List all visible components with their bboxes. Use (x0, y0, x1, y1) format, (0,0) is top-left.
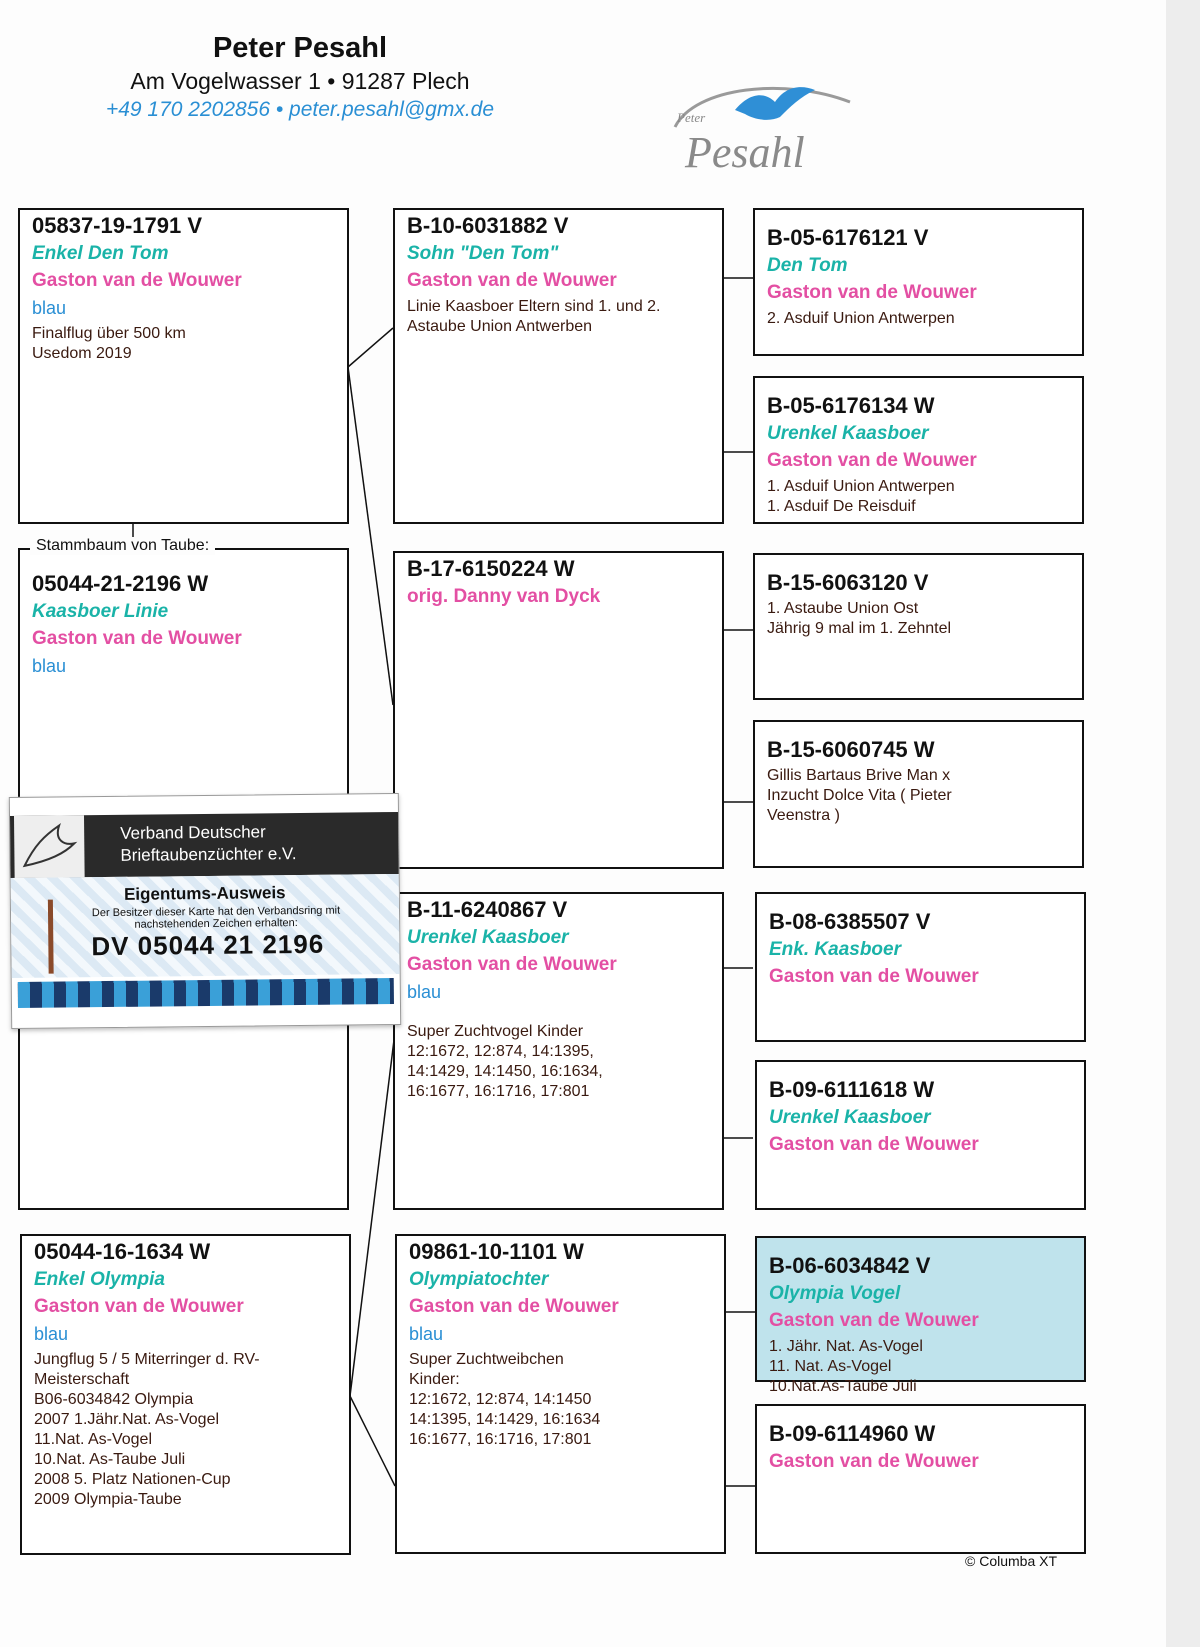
mother-notes: Jungflug 5 / 5 Miterringer d. RV- Meisterschaft B06-6034842 Olympia 2007 1.Jähr.Nat. As-Vogel 11.Nat. As-Vogel 10.Nat. As-Taube Juli 2008 5. Platz Nationen-Cup 2009 Olympia-Taube (34, 1351, 260, 1508)
mf-color: blau (407, 982, 442, 1002)
ff-notes: Linie Kaasboer Eltern sind 1. und 2. Astaube Union Antwerben (407, 298, 661, 335)
subject-breeder: Gaston van de Wouwer (32, 628, 242, 649)
ff-breeder: Gaston van de Wouwer (407, 270, 617, 291)
copyright: © Columba XT (965, 1553, 1058, 1569)
subject-color: blau (32, 656, 67, 676)
card-ring: DV 05044 21 2196 (91, 928, 325, 962)
mmf-notes: 1. Jähr. Nat. As-Vogel 11. Nat. As-Vogel 10.Nat.As-Taube Juli (769, 1338, 923, 1395)
fm-breeder: orig. Danny van Dyck (407, 586, 601, 607)
fmf-ring: B-15-6063120 V (767, 570, 929, 595)
mmm-breeder: Gaston van de Wouwer (769, 1451, 979, 1472)
ffm-notes: 1. Asduif Union Antwerpen 1. Asduif De Reisduif (767, 478, 955, 515)
mf-notes: Super Zuchtvogel Kinder 12:1672, 12:874, 14:1395, 14:1429, 14:1450, 16:1634, 16:1677, 16:1716, 17:801 (407, 1023, 603, 1100)
mfm-breeder: Gaston van de Wouwer (769, 1134, 979, 1155)
fff-box (753, 208, 1084, 356)
father-ring: 05837-19-1791 V (32, 213, 203, 238)
ff-box (393, 208, 724, 524)
subject-name: Kaasboer Linie (32, 601, 169, 622)
mm-name: Olympiatochter (409, 1269, 549, 1290)
fmf-box (753, 553, 1084, 700)
mmf-ring: B-06-6034842 V (769, 1253, 931, 1278)
mm-notes: Super Zuchtweibchen Kinder: 12:1672, 12:874, 14:1450 14:1395, 14:1429, 16:1634 16:1677, 16:1716, 17:801 (409, 1351, 601, 1448)
mf-breeder: Gaston van de Wouwer (407, 954, 617, 975)
mfm-name: Urenkel Kaasboer (769, 1107, 931, 1128)
ff-ring: B-10-6031882 V (407, 213, 569, 238)
fmm-ring: B-15-6060745 W (767, 737, 935, 762)
ffm-box (753, 376, 1084, 524)
mff-breeder: Gaston van de Wouwer (769, 966, 979, 987)
owner-name: Peter Pesahl (212, 32, 388, 64)
card-band (18, 978, 394, 1008)
owner-address: Am Vogelwasser 1 • 91287 Plech (130, 68, 470, 94)
ownership-card (9, 793, 401, 1029)
ffm-name: Urenkel Kaasboer (767, 423, 929, 444)
fff-breeder: Gaston van de Wouwer (767, 282, 977, 303)
page-edge (1166, 0, 1200, 1647)
mmm-ring: B-09-6114960 W (769, 1421, 936, 1446)
owner-contact: +49 170 2202856 • peter.pesahl@gmx.de (105, 98, 495, 121)
father-color: blau (32, 298, 67, 318)
mother-color: blau (34, 1324, 69, 1344)
mfm-box (755, 1060, 1086, 1210)
subject-ring: 05044-21-2196 W (32, 571, 209, 596)
dove-icon (735, 87, 815, 120)
mm-breeder: Gaston van de Wouwer (409, 1296, 619, 1317)
mmf-breeder: Gaston van de Wouwer (769, 1310, 979, 1331)
card-stripe (48, 900, 54, 974)
card-title: Eigentums-Ausweis (123, 883, 286, 904)
fff-ring: B-05-6176121 V (767, 225, 929, 250)
father-notes: Finalflug über 500 km Usedom 2019 (32, 325, 186, 362)
mff-name: Enk. Kaasboer (769, 939, 901, 960)
mm-color: blau (409, 1324, 444, 1344)
dove-logo-icon (14, 815, 85, 878)
fmm-notes: Gillis Bartaus Brive Man x Inzucht Dolce Vita ( Pieter Veenstra ) (767, 767, 952, 824)
fmf-notes: 1. Astaube Union Ost Jährig 9 mal im 1. Zehntel (767, 600, 952, 637)
mmm-box (755, 1404, 1086, 1554)
mmf-box (755, 1236, 1086, 1395)
fmm-box (753, 720, 1084, 868)
mother-ring: 05044-16-1634 W (34, 1239, 211, 1264)
mff-ring: B-08-6385507 V (769, 909, 931, 934)
mf-name: Urenkel Kaasboer (407, 927, 569, 948)
mfm-ring: B-09-6111618 W (769, 1077, 935, 1102)
fm-ring: B-17-6150224 W (407, 556, 575, 581)
fff-name: Den Tom (767, 255, 848, 276)
fff-notes: 2. Asduif Union Antwerpen (767, 310, 955, 327)
svg-text:Pesahl: Pesahl (685, 128, 805, 177)
mf-ring: B-11-6240867 V (407, 897, 568, 922)
mother-breeder: Gaston van de Wouwer (34, 1296, 244, 1317)
mm-box (395, 1234, 726, 1554)
card-text: Der Besitzer dieser Karte hat den Verbandsring mit nachstehenden Zeichen erhalten: (91, 904, 341, 931)
father-box (18, 208, 349, 524)
father-breeder: Gaston van de Wouwer (32, 270, 242, 291)
card-org: Verband Deutscher Brieftaubenzüchter e.V. (120, 822, 297, 865)
mother-box (20, 1234, 351, 1555)
pedigree-label: Stammbaum von Taube: (30, 537, 215, 555)
mff-box (755, 892, 1086, 1042)
ffm-ring: B-05-6176134 W (767, 393, 935, 418)
fm-box (393, 551, 724, 869)
mmf-name: Olympia Vogel (769, 1283, 901, 1304)
pesahl-logo (665, 72, 865, 182)
ff-name: Sohn "Den Tom" (407, 243, 559, 264)
mm-ring: 09861-10-1101 W (409, 1239, 584, 1264)
mf-box (393, 892, 724, 1210)
svg-text:Peter: Peter (677, 110, 706, 125)
ffm-breeder: Gaston van de Wouwer (767, 450, 977, 471)
father-name: Enkel Den Tom (32, 243, 169, 264)
mother-name: Enkel Olympia (34, 1269, 165, 1290)
